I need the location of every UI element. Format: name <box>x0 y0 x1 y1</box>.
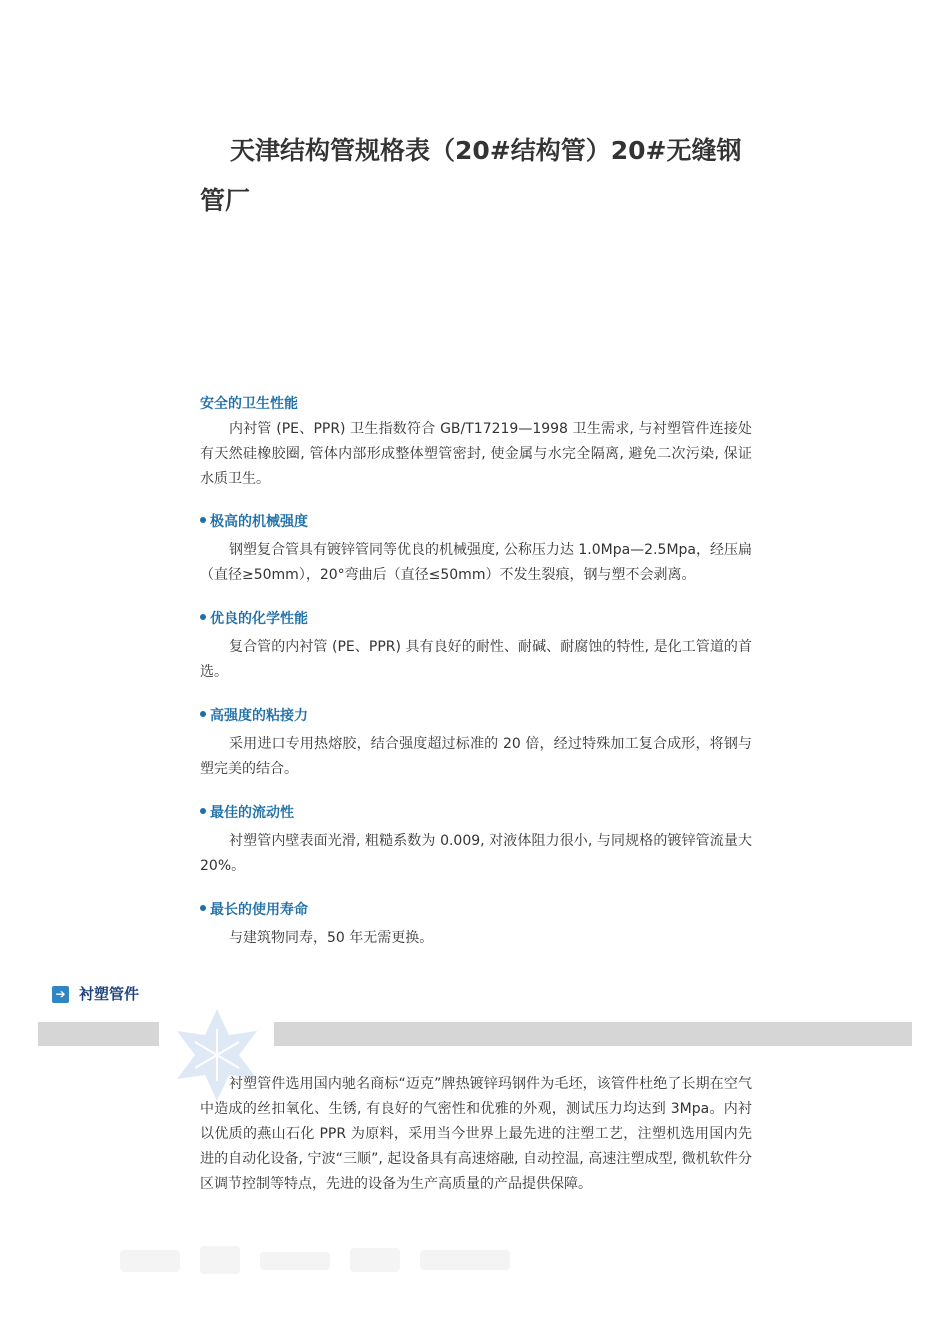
section-heading-lifespan: 最长的使用寿命 <box>200 900 308 920</box>
section-heading-chemical: 优良的化学性能 <box>200 609 308 629</box>
section-text-lifespan: 与建筑物同寿，50 年无需更换。 <box>229 930 434 946</box>
section-heading-flow: 最佳的流动性 <box>200 803 294 823</box>
bullet-icon <box>200 711 206 717</box>
section-heading-strength: 极高的机械强度 <box>200 512 308 532</box>
section-heading-adhesion: 高强度的粘接力 <box>200 706 308 726</box>
section-text-hygiene: 内衬管 (PE、PPR) 卫生指数符合 GB/T17219—1998 卫生需求, 与衬塑管件连接处有天然硅橡胶圈, 管体内部形成整体塑管密封, 使金属与水完全隔离, 避免二次污染, 保证水质卫生。 <box>200 421 752 487</box>
section-text-chemical: 复合管的内衬管 (PE、PPR) 具有良好的耐性、耐碱、耐腐蚀的特性, 是化工管道的首选。 <box>200 639 752 680</box>
section-text-strength: 钢塑复合管具有镀锌管同等优良的机械强度, 公称压力达 1.0Mpa—2.5Mpa，经压扁（直径≥50mm），20°弯曲后（直径≤50mm）不发生裂痕，钢与塑不会剥离。 <box>200 542 752 583</box>
divider-bar-right <box>274 1022 912 1046</box>
banner-label: 衬塑管件 <box>79 985 140 1003</box>
bullet-icon <box>200 614 206 620</box>
faint-watermark <box>110 1240 530 1280</box>
page-title: 天津结构管规格表（20#结构管）20#无缝钢管厂 <box>200 136 742 215</box>
arrow-right-icon: ➔ <box>52 986 69 1003</box>
section-text-flow: 衬塑管内壁表面光滑, 粗糙系数为 0.009, 对液体阻力很小, 与同规格的镀锌管流量大 20%。 <box>200 833 752 874</box>
fittings-text: 衬塑管件选用国内驰名商标“迈克”牌热镀锌玛钢件为毛坯，该管件杜绝了长期在空气中造成的丝扣氧化、生锈, 有良好的气密性和优雅的外观，测试压力均达到 3Mpa。内衬以优质的燕山石化 PPR 为原料，采用当今世界上最先进的注塑工艺，注塑机选用国内先进的自动化设备, 宁波“三顺”, 起设备具有高速熔融, 自动控温, 高速注塑成型, 微机软件分区调节控制等特点，先进的设备为生产高质量的产品提供保障。 <box>200 1076 752 1192</box>
bullet-icon <box>200 905 206 911</box>
section-heading-hygiene: 安全的卫生性能 <box>200 396 298 412</box>
bullet-icon <box>200 808 206 814</box>
divider-bar-left <box>38 1022 159 1046</box>
section-text-adhesion: 采用进口专用热熔胶，结合强度超过标准的 20 倍，经过特殊加工复合成形，将钢与塑完美的结合。 <box>200 736 752 777</box>
bullet-icon <box>200 517 206 523</box>
